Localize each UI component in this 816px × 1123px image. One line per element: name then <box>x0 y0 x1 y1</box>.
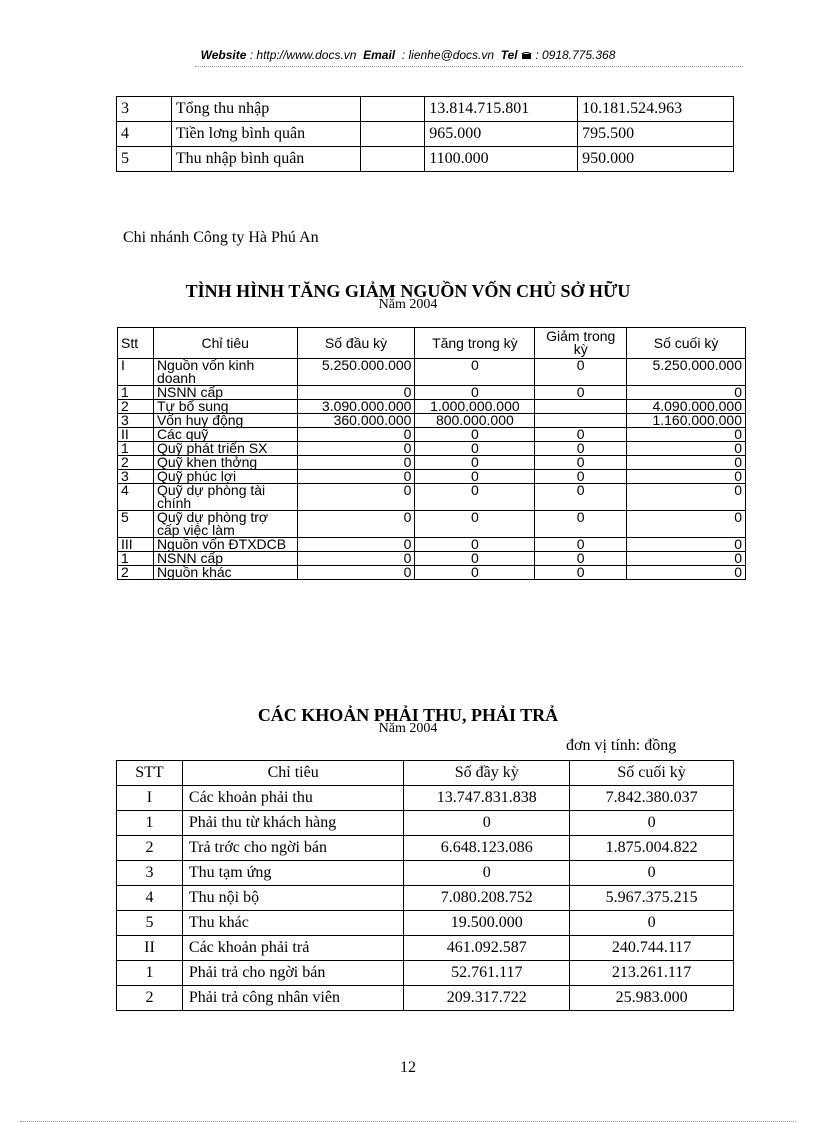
tel-label: Tel <box>500 48 518 62</box>
table-cell: 2 <box>118 400 154 414</box>
table-cell <box>361 122 425 147</box>
table-cell: 1100.000 <box>425 147 578 172</box>
table-row <box>117 911 734 936</box>
table-cell <box>535 400 627 414</box>
receivables-title: CÁC KHOẢN PHẢI THU, PHẢI TRẢ <box>257 705 559 725</box>
table-cell: 0 <box>297 538 415 552</box>
table-cell: 0 <box>297 470 415 484</box>
table-cell: 5 <box>118 511 154 538</box>
table-row <box>117 986 734 1011</box>
table-cell: 360.000.000 <box>297 414 415 428</box>
table-cell: Tổng thu nhập <box>171 97 361 122</box>
table-cell: 1.875.004.822 <box>570 836 734 861</box>
header-divider <box>195 66 743 67</box>
col-stt: Stt <box>118 328 154 359</box>
table-cell: 800.000.000 <box>415 414 535 428</box>
table-cell: 0 <box>297 566 415 580</box>
table-cell: 209.317.722 <box>404 986 570 1011</box>
table-cell: 7.842.380.037 <box>570 786 734 811</box>
phone-icon <box>521 49 532 63</box>
receivables-subtitle: Năm 2004 <box>378 721 438 736</box>
table-cell: Phải thu từ khách hàng <box>182 811 403 836</box>
table-row <box>117 122 734 147</box>
page-header <box>0 48 816 63</box>
table-cell: 4.090.000.000 <box>627 400 746 414</box>
table-cell: 0 <box>297 484 415 511</box>
table-cell: 0 <box>297 552 415 566</box>
page-number: 12 <box>400 1059 416 1076</box>
table-cell: NSNN cấp <box>153 552 297 566</box>
table-cell: 0 <box>535 566 627 580</box>
table-cell: Tiền lơng bình quân <box>171 122 361 147</box>
table-cell <box>361 97 425 122</box>
table-cell: 1.160.000.000 <box>627 414 746 428</box>
tel-value: : 0918.775.368 <box>535 48 616 62</box>
table-cell: 0 <box>415 456 535 470</box>
equity-title: TÌNH HÌNH TĂNG GIẢM NGUỒN VỐN CHỦ SỞ HỮU <box>185 281 631 301</box>
table-row <box>117 861 734 886</box>
table-cell: Nguồn khác <box>153 566 297 580</box>
table-cell: 0 <box>570 811 734 836</box>
table-cell: II <box>118 428 154 442</box>
table-cell: Các quỹ <box>153 428 297 442</box>
table-cell: 5.250.000.000 <box>297 359 415 386</box>
table-cell: Quỹ phúc lợi <box>153 470 297 484</box>
table-row <box>117 886 734 911</box>
table-cell: Vốn huy động <box>153 414 297 428</box>
table-cell: 950.000 <box>578 147 734 172</box>
col-chi-tieu: Chỉ tiêu <box>153 328 297 359</box>
table-cell: 0 <box>415 511 535 538</box>
table-cell: 5.250.000.000 <box>627 359 746 386</box>
email-label: Email <box>363 48 396 62</box>
table-cell: 2 <box>117 836 183 861</box>
table-cell: Tự bổ sung <box>153 400 297 414</box>
table-cell: 0 <box>297 428 415 442</box>
website-label: Website <box>200 48 247 62</box>
table-cell: 3 <box>117 861 183 886</box>
table-cell: 240.744.117 <box>570 936 734 961</box>
table-cell: 5 <box>117 911 183 936</box>
col-chi-tieu: Chỉ tiêu <box>182 761 403 786</box>
table-cell: Thu tạm ứng <box>182 861 403 886</box>
table-cell: Các khoản phải thu <box>182 786 403 811</box>
table-cell: 0 <box>627 428 746 442</box>
table-cell: 0 <box>627 470 746 484</box>
table-cell: 4 <box>117 886 183 911</box>
table-cell: 0 <box>535 359 627 386</box>
table-cell: 13.814.715.801 <box>425 97 578 122</box>
table-cell: 0 <box>627 511 746 538</box>
table-cell: 0 <box>627 566 746 580</box>
table-cell: II <box>117 936 183 961</box>
table-cell: 0 <box>627 442 746 456</box>
table-cell: Quỹ dự phòng trợ cấp việc làm <box>153 511 297 538</box>
table-cell: 52.761.117 <box>404 961 570 986</box>
income-table <box>116 96 734 172</box>
table-cell: 0 <box>570 911 734 936</box>
table-cell: Nguồn vốn kinh doanh <box>153 359 297 386</box>
col-so-cuoi-ky: Số cuối kỳ <box>627 328 746 359</box>
table-cell: 3.090.000.000 <box>297 400 415 414</box>
table-cell: 2 <box>118 566 154 580</box>
table-cell: 5.967.375.215 <box>570 886 734 911</box>
table-row <box>117 811 734 836</box>
table-cell: 7.080.208.752 <box>404 886 570 911</box>
table-cell: 2 <box>117 986 183 1011</box>
table-cell: Trả trớc cho ngời bán <box>182 836 403 861</box>
table-cell: Thu khác <box>182 911 403 936</box>
table-cell: 0 <box>297 456 415 470</box>
table-cell: 0 <box>404 861 570 886</box>
table-row <box>117 961 734 986</box>
table-cell: 3 <box>118 470 154 484</box>
table-cell: 2 <box>118 456 154 470</box>
table-cell: Thu nội bộ <box>182 886 403 911</box>
table-cell: 965.000 <box>425 122 578 147</box>
footer-divider <box>20 1121 796 1122</box>
table-cell: 13.747.831.838 <box>404 786 570 811</box>
table-cell: 0 <box>535 428 627 442</box>
table-cell: 0 <box>415 538 535 552</box>
table-cell: 0 <box>627 456 746 470</box>
table-row <box>117 936 734 961</box>
table-cell: 0 <box>415 386 535 400</box>
table-cell: 0 <box>415 470 535 484</box>
table-cell: 0 <box>535 442 627 456</box>
table-cell: 461.092.587 <box>404 936 570 961</box>
table-row <box>117 836 734 861</box>
table-cell: I <box>117 786 183 811</box>
table-cell: 6.648.123.086 <box>404 836 570 861</box>
table-cell: 3 <box>118 414 154 428</box>
table-cell: 0 <box>415 442 535 456</box>
website-url[interactable]: : http://www.docs.vn <box>249 48 357 62</box>
table-cell: 1 <box>118 386 154 400</box>
table-row <box>118 414 746 428</box>
table-cell: 1 <box>117 961 183 986</box>
table-cell: 1 <box>118 552 154 566</box>
table-cell: 0 <box>297 511 415 538</box>
table-cell: 0 <box>627 386 746 400</box>
table-row <box>117 147 734 172</box>
table-cell: 795.500 <box>578 122 734 147</box>
table-row <box>118 484 746 511</box>
col-so-dau-ky: Số đầy kỳ <box>404 761 570 786</box>
equity-header-row <box>118 328 746 359</box>
receivables-table <box>116 760 734 1011</box>
col-tang-trong-ky: Tăng trong kỳ <box>415 328 535 359</box>
table-cell: 0 <box>535 484 627 511</box>
table-cell: III <box>118 538 154 552</box>
table-cell: 0 <box>535 386 627 400</box>
table-cell: 0 <box>535 511 627 538</box>
table-cell: NSNN cấp <box>153 386 297 400</box>
table-cell: Thu nhập bình quân <box>171 147 361 172</box>
table-cell: 4 <box>118 484 154 511</box>
unit-label: đơn vị tính: đồng <box>566 737 677 754</box>
email-value[interactable]: : lienhe@docs.vn <box>401 48 495 62</box>
table-row <box>118 359 746 386</box>
table-cell: 0 <box>297 442 415 456</box>
table-cell: 3 <box>117 97 172 122</box>
table-cell: Quỹ khen thởng <box>153 456 297 470</box>
col-so-dau-ky: Số đầu kỳ <box>297 328 415 359</box>
table-cell: 213.261.117 <box>570 961 734 986</box>
table-cell: 5 <box>117 147 172 172</box>
table-cell: 0 <box>535 552 627 566</box>
col-so-cuoi-ky: Số cuối kỳ <box>570 761 734 786</box>
table-cell <box>361 147 425 172</box>
table-row <box>117 786 734 811</box>
col-stt: STT <box>117 761 183 786</box>
table-cell: 0 <box>415 359 535 386</box>
receivables-header-row <box>117 761 734 786</box>
table-cell: 0 <box>570 861 734 886</box>
table-cell: 0 <box>535 538 627 552</box>
equity-subtitle: Năm 2004 <box>378 297 438 312</box>
table-cell: Quỹ phát triển SX <box>153 442 297 456</box>
table-cell: 0 <box>415 428 535 442</box>
table-cell: 1 <box>117 811 183 836</box>
table-cell: Nguồn vốn ĐTXDCB <box>153 538 297 552</box>
table-cell: 0 <box>627 552 746 566</box>
table-cell: I <box>118 359 154 386</box>
table-cell: 0 <box>297 386 415 400</box>
table-cell: 25.983.000 <box>570 986 734 1011</box>
company-name: Chi nhánh Công ty Hà Phú An <box>123 229 319 246</box>
table-cell: 0 <box>415 484 535 511</box>
table-cell: 1.000.000.000 <box>415 400 535 414</box>
table-cell: Phải trả cho ngời bán <box>182 961 403 986</box>
table-row <box>117 97 734 122</box>
table-cell: 0 <box>404 811 570 836</box>
table-cell: 0 <box>535 470 627 484</box>
table-cell: 10.181.524.963 <box>578 97 734 122</box>
table-cell: 0 <box>415 552 535 566</box>
table-row <box>118 511 746 538</box>
table-cell: 4 <box>117 122 172 147</box>
table-cell: 1 <box>118 442 154 456</box>
col-giam-trong-ky: Giảm trong kỳ <box>535 328 627 359</box>
table-cell: Các khoản phải trả <box>182 936 403 961</box>
table-cell: Phải trả công nhân viên <box>182 986 403 1011</box>
table-row <box>118 566 746 580</box>
table-cell: Quỹ dự phòng tài chính <box>153 484 297 511</box>
table-cell: 0 <box>627 484 746 511</box>
table-cell: 0 <box>535 456 627 470</box>
table-cell: 0 <box>627 538 746 552</box>
table-cell: 19.500.000 <box>404 911 570 936</box>
table-cell: 0 <box>415 566 535 580</box>
equity-table <box>117 327 746 580</box>
